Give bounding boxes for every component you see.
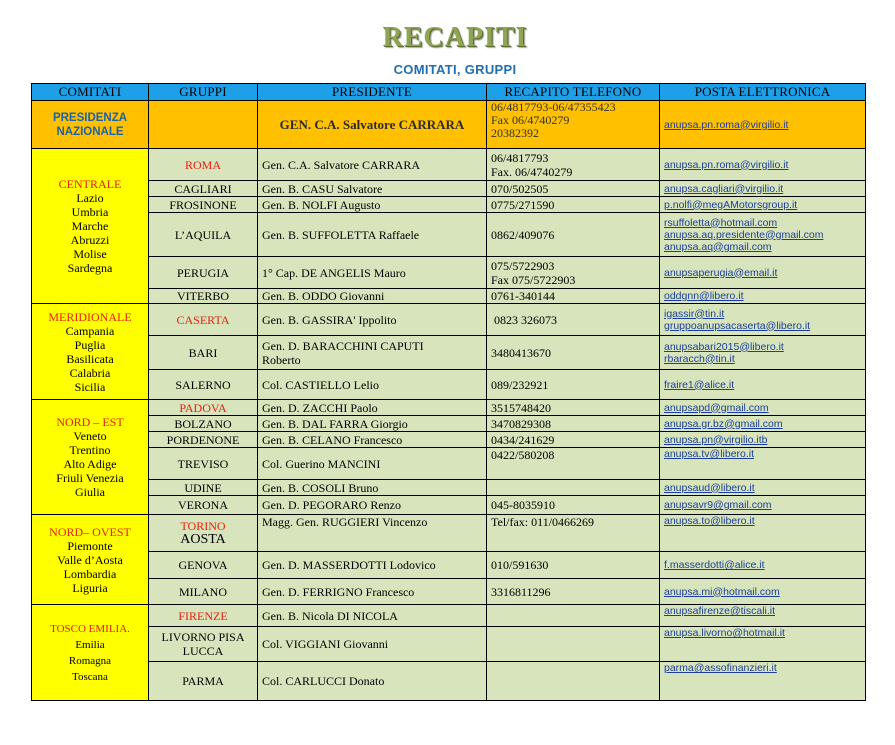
email-cell — [660, 605, 866, 627]
col-header-gruppi: GRUPPI — [149, 84, 258, 101]
telefono-cell — [487, 289, 660, 304]
phone-line: 3480413670 — [491, 345, 551, 360]
comitato-region: Alto Adige — [63, 457, 117, 471]
gruppo-cell: VERONA — [149, 496, 258, 515]
email-cell — [660, 149, 866, 181]
comitato-region: Lazio — [76, 191, 104, 205]
presidente-line: Col. Guerino MANCINI — [262, 456, 381, 471]
phone-line: 0775/271590 — [491, 197, 555, 212]
col-header-comitati: COMITATI — [32, 84, 149, 101]
email-cell — [660, 197, 866, 213]
gruppo-cell: CASERTA — [149, 304, 258, 336]
gruppo-cell: BOLZANO — [149, 416, 258, 432]
presidente-cell — [258, 432, 487, 448]
phone-line: 0761-340144 — [491, 289, 555, 303]
email-link[interactable]: anupsa.pn.roma@virgilio.it — [664, 158, 789, 171]
gruppo-cell: FROSINONE — [149, 197, 258, 213]
telefono-cell — [487, 496, 660, 515]
gruppo-cell: L’AQUILA — [149, 213, 258, 257]
presidente-line: Col. CASTIELLO Lelio — [262, 377, 379, 392]
email-cell — [660, 515, 866, 552]
email-cell — [660, 304, 866, 336]
gruppo-cell: ROMA — [149, 149, 258, 181]
presidente-cell — [258, 552, 487, 579]
email-link[interactable]: anupsa.to@libero.it — [664, 515, 755, 527]
page-title: RECAPITI — [382, 22, 528, 53]
presidente-line: Gen. B. GASSIRA' Ippolito — [262, 312, 397, 327]
email-link[interactable]: anupsa.cagliari@virgilio.it — [664, 182, 784, 195]
telefono-cell — [487, 480, 660, 496]
comitato-cell — [32, 605, 149, 701]
presidente-line: Gen. D. ZACCHI Paolo — [262, 400, 378, 415]
phone-line: 070/502505 — [491, 181, 549, 196]
table-row — [32, 480, 866, 496]
email-link[interactable]: anupsaperugia@email.it — [664, 266, 778, 279]
presidente-line: Gen. B. SUFFOLETTA Raffaele — [262, 227, 420, 242]
email-link[interactable]: rsuffoletta@hotmail.com — [664, 216, 778, 229]
comitato-cell — [32, 400, 149, 515]
email-link[interactable]: anupsapd@gmail.com — [664, 401, 769, 414]
table-row — [32, 304, 866, 336]
telefono-cell — [487, 400, 660, 416]
gruppo-cell: PERUGIA — [149, 257, 258, 289]
table-row — [32, 400, 866, 416]
comitato-region: Liguria — [72, 580, 108, 595]
comitato-region: Puglia — [74, 337, 106, 352]
phone-line: 3316811296 — [491, 584, 551, 599]
presidente-cell — [258, 400, 487, 416]
table-row — [32, 197, 866, 213]
phone-line: 3470829308 — [491, 416, 551, 431]
email-link[interactable]: anupsavr9@gmail.com — [664, 499, 772, 511]
email-cell — [660, 627, 866, 662]
phone-line: 06/4817793-06/47355423 — [491, 100, 616, 114]
email-link[interactable]: anupsa.pn.roma@virgilio.it — [664, 118, 789, 131]
telefono-cell — [487, 304, 660, 336]
gruppo-cell: BARI — [149, 336, 258, 370]
gruppo-cell: PARMA — [149, 662, 258, 701]
email-cell — [660, 181, 866, 197]
comitato-cell — [32, 149, 149, 304]
col-header-email: POSTA ELETTRONICA — [660, 84, 866, 101]
table-row — [32, 370, 866, 400]
email-cell — [660, 213, 866, 257]
phone-line: Fax 06/4740279 — [491, 113, 570, 127]
email-link[interactable]: oddgnn@libero.it — [664, 290, 744, 302]
email-cell — [660, 552, 866, 579]
comitato-region: Romagna — [68, 654, 112, 667]
phone-line: 089/232921 — [491, 377, 549, 392]
email-link[interactable]: anupsaud@libero.it — [664, 481, 755, 494]
comitato-name: CENTRALE — [58, 177, 122, 191]
email-link[interactable]: anupsa.mi@hotmail.com — [664, 585, 780, 598]
phone-line: 3515748420 — [491, 400, 551, 415]
table-row — [32, 149, 866, 181]
email-link[interactable]: anupsa.aq.presidente@gmail.com — [664, 228, 824, 241]
comitato-region: Emilia — [75, 638, 105, 651]
comitato-region: Abruzzi — [70, 233, 110, 247]
email-cell — [660, 416, 866, 432]
comitato-region: Sicilia — [74, 379, 106, 394]
email-cell — [660, 336, 866, 370]
email-cell — [660, 400, 866, 416]
email-cell — [660, 289, 866, 304]
comitato-name: NORD – EST — [56, 415, 124, 429]
email-cell — [660, 448, 866, 480]
presidente-line: Gen. C.A. Salvatore CARRARA — [262, 157, 420, 172]
page-subtitle: COMITATI, GRUPPI — [393, 62, 517, 77]
gruppo-cell: CAGLIARI — [149, 181, 258, 197]
telefono-cell — [487, 257, 660, 289]
email-link[interactable]: parma@assofinanzieri.it — [664, 662, 777, 674]
presidente-cell — [258, 336, 487, 370]
phone-line: 0434/241629 — [491, 432, 555, 447]
telefono-cell — [487, 213, 660, 257]
presidente-line: Gen. D. MASSERDOTTI Lodovico — [262, 558, 436, 572]
comitato-region: Veneto — [73, 429, 107, 443]
presidente-cell — [258, 213, 487, 257]
table-row — [32, 605, 866, 627]
presidenza-line: PRESIDENZA — [52, 111, 128, 124]
comitato-region: Toscana — [72, 670, 108, 683]
presidente-cell — [258, 515, 487, 552]
header-row — [32, 84, 866, 101]
telefono-cell — [487, 197, 660, 213]
email-link[interactable]: rbaracch@tin.it — [664, 352, 735, 365]
presidente-cell — [258, 257, 487, 289]
comitato-region: Valle d’Aosta — [57, 552, 123, 567]
presidenza-telefono — [487, 101, 660, 149]
table-row — [32, 336, 866, 370]
presidente-line: Gen. D. PEGORARO Renzo — [262, 498, 401, 512]
presidenza-gruppo — [149, 101, 258, 149]
email-cell — [660, 480, 866, 496]
comitato-cell — [32, 515, 149, 605]
table-row — [32, 432, 866, 448]
presidente-line: Roberto — [262, 352, 301, 367]
telefono-cell — [487, 149, 660, 181]
comitato-region: Lombardia — [63, 566, 117, 581]
presidente-cell — [258, 370, 487, 400]
presidenza-row — [32, 101, 866, 149]
telefono-cell — [487, 416, 660, 432]
email-link[interactable]: anupsabari2015@libero.it — [664, 340, 784, 353]
presidente-cell — [258, 480, 487, 496]
email-cell — [660, 496, 866, 515]
presidente-line: Gen. B. CELANO Francesco — [262, 432, 403, 447]
gruppo-cell: SALERNO — [149, 370, 258, 400]
presidente-line: Gen. B. Nicola DI NICOLA — [262, 608, 398, 623]
telefono-cell — [487, 336, 660, 370]
telefono-cell — [487, 432, 660, 448]
email-link[interactable]: anupsa.livorno@hotmail.it — [664, 627, 785, 639]
telefono-cell — [487, 515, 660, 552]
table-row — [32, 627, 866, 662]
presidente-line: Gen. B. NOLFI Augusto — [262, 197, 381, 212]
gruppo-cell: PORDENONE — [149, 432, 258, 448]
gruppo-cell — [149, 515, 258, 552]
comitato-name: NORD– OVEST — [49, 524, 131, 539]
comitato-region: Molise — [73, 247, 107, 261]
phone-line: Fax 075/5722903 — [491, 272, 576, 287]
email-link[interactable]: fraire1@alice.it — [664, 378, 735, 391]
telefono-cell — [487, 627, 660, 662]
presidente-line: Gen. B. DAL FARRA Giorgio — [262, 416, 408, 431]
gruppo-cell: VITERBO — [149, 289, 258, 304]
presidente-line: Col. CARLUCCI Donato — [262, 674, 385, 688]
table-row — [32, 552, 866, 579]
telefono-cell — [487, 579, 660, 605]
comitato-region: Giulia — [75, 485, 105, 499]
email-link[interactable]: anupsafirenze@tiscali.it — [664, 605, 776, 617]
presidente-cell — [258, 605, 487, 627]
presidente-cell — [258, 304, 487, 336]
email-link[interactable]: igassir@tin.it — [664, 307, 725, 320]
phone-line: 045-8035910 — [491, 498, 555, 512]
phone-line: 20382392 — [491, 126, 539, 140]
presidente-cell — [258, 627, 487, 662]
phone-line: Tel/fax: 011/0466269 — [491, 515, 595, 529]
gruppo-cell: GENOVA — [149, 552, 258, 579]
email-link[interactable]: p.nolfi@megAMotorsgroup.it — [664, 198, 798, 211]
col-header-presidente: PRESIDENTE — [258, 84, 487, 101]
gruppo-cell: PADOVA — [149, 400, 258, 416]
presidente-cell — [258, 197, 487, 213]
phone-line: 0422/580208 — [491, 448, 555, 462]
gruppo-cell: LIVORNO PISA LUCCA — [149, 627, 258, 662]
presidente-line: Gen. B. ODDO Giovanni — [262, 289, 385, 303]
phone-line: 075/5722903 — [491, 258, 555, 273]
comitato-region: Umbria — [71, 205, 109, 219]
presidente-line: 1° Cap. DE ANGELIS Mauro — [262, 265, 406, 280]
comitato-region: Piemonte — [67, 538, 113, 553]
comitato-name: TOSCO EMILIA. — [50, 622, 130, 635]
comitato-region: Campania — [65, 323, 115, 338]
presidente-line: Gen. B. CASU Salvatore — [262, 181, 383, 196]
table-row — [32, 213, 866, 257]
email-cell — [660, 257, 866, 289]
gruppo-cell: MILANO — [149, 579, 258, 605]
presidenza-line: NAZIONALE — [56, 125, 124, 138]
recapiti-table — [31, 83, 866, 701]
phone-line: 0862/409076 — [491, 227, 555, 242]
presidente-cell — [258, 289, 487, 304]
telefono-cell — [487, 370, 660, 400]
table-row — [32, 579, 866, 605]
table-row — [32, 662, 866, 701]
gruppo-name: TORINO — [180, 519, 226, 533]
presidente-line: Gen. B. COSOLI Bruno — [262, 480, 379, 495]
gruppo-cell: TREVISO — [149, 448, 258, 480]
email-link[interactable]: anupsa.pn@virgilio.itb — [664, 433, 768, 446]
phone-line: 06/4817793 — [491, 150, 549, 165]
presidente-cell — [258, 662, 487, 701]
table-row — [32, 257, 866, 289]
table-row — [32, 496, 866, 515]
presidenza-email — [660, 101, 866, 149]
table-row — [32, 448, 866, 480]
comitato-cell — [32, 304, 149, 400]
email-cell — [660, 662, 866, 701]
comitato-region: Marche — [71, 219, 109, 233]
presidente-line: Gen. D. BARACCHINI CAPUTI — [262, 338, 424, 353]
table-row — [32, 289, 866, 304]
email-link[interactable]: gruppoanupsacaserta@libero.it — [664, 319, 811, 332]
table-row — [32, 416, 866, 432]
col-header-telefono: RECAPITO TELEFONO — [487, 84, 660, 101]
email-link[interactable]: anupsa.tv@libero.it — [664, 448, 755, 460]
comitato-region: Friuli Venezia — [56, 471, 124, 485]
gruppo-name-secondary: AOSTA — [180, 532, 226, 547]
presidente-cell — [258, 149, 487, 181]
email-link[interactable]: anupsa.gr.bz@gmail.com — [664, 417, 783, 430]
presidente-cell — [258, 579, 487, 605]
presidente-cell — [258, 448, 487, 480]
presidente-line: Col. VIGGIANI Giovanni — [262, 637, 389, 651]
presidente-line: Magg. Gen. RUGGIERI Vincenzo — [262, 515, 428, 529]
gruppo-cell: FIRENZE — [149, 605, 258, 627]
phone-line: 010/591630 — [491, 558, 549, 572]
table-row — [32, 515, 866, 552]
comitato-region: Sardegna — [67, 261, 113, 275]
telefono-cell — [487, 662, 660, 701]
phone-line: 0823 326073 — [491, 312, 557, 327]
presidenza-presidente: GEN. C.A. Salvatore CARRARA — [258, 101, 487, 149]
presidente-cell — [258, 416, 487, 432]
telefono-cell — [487, 448, 660, 480]
email-cell — [660, 370, 866, 400]
comitato-name: MERIDIONALE — [48, 309, 132, 324]
table-row — [32, 181, 866, 197]
presidenza-comitato — [32, 101, 149, 149]
email-cell — [660, 432, 866, 448]
telefono-cell — [487, 605, 660, 627]
presidente-cell — [258, 181, 487, 197]
presidente-line: Gen. D. FERRIGNO Francesco — [262, 584, 415, 599]
presidente-cell — [258, 496, 487, 515]
phone-line: Fax. 06/4740279 — [491, 164, 573, 179]
comitato-region: Basilicata — [66, 351, 114, 366]
telefono-cell — [487, 552, 660, 579]
telefono-cell — [487, 181, 660, 197]
email-cell — [660, 579, 866, 605]
comitato-region: Calabria — [69, 365, 111, 380]
comitato-region: Trentino — [69, 443, 111, 457]
gruppo-cell: UDINE — [149, 480, 258, 496]
email-link[interactable]: anupsa.aq@gmail.com — [664, 240, 772, 253]
email-link[interactable]: f.masserdotti@alice.it — [664, 559, 765, 571]
